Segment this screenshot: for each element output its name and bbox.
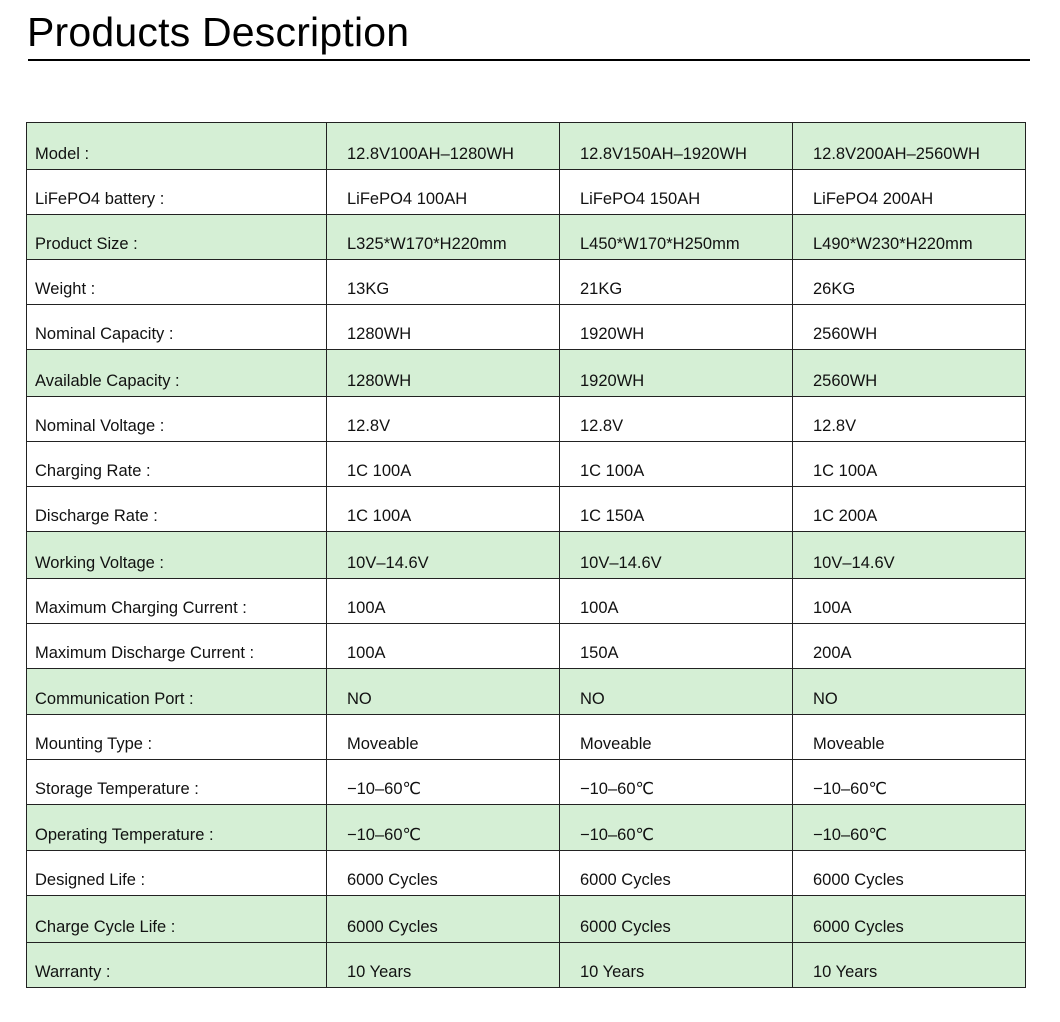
cell-model-3: −10–60℃ bbox=[793, 805, 1026, 851]
cell-model-1: 13KG bbox=[327, 260, 560, 305]
cell-model-1: 12.8V100AH–1280WH bbox=[327, 123, 560, 170]
table-row bbox=[27, 170, 1026, 215]
cell-model-3: 1C 200A bbox=[793, 487, 1026, 532]
row-label: Mounting Type : bbox=[27, 715, 327, 760]
cell-model-3: 2560WH bbox=[793, 350, 1026, 397]
cell-model-2: 10V–14.6V bbox=[560, 532, 793, 579]
cell-model-2: 12.8V150AH–1920WH bbox=[560, 123, 793, 170]
row-label: Storage Temperature : bbox=[27, 760, 327, 805]
cell-model-3: 12.8V200AH–2560WH bbox=[793, 123, 1026, 170]
row-label: Designed Life : bbox=[27, 851, 327, 896]
cell-model-3: 1C 100A bbox=[793, 442, 1026, 487]
row-label: Product Size : bbox=[27, 215, 327, 260]
cell-model-2: 1C 100A bbox=[560, 442, 793, 487]
cell-model-3: 10 Years bbox=[793, 943, 1026, 988]
table-row bbox=[27, 123, 1026, 170]
cell-model-2: Moveable bbox=[560, 715, 793, 760]
row-label: Charge Cycle Life : bbox=[27, 896, 327, 943]
table-row bbox=[27, 350, 1026, 397]
row-label: Maximum Charging Current : bbox=[27, 579, 327, 624]
cell-model-1: NO bbox=[327, 669, 560, 715]
cell-model-3: L490*W230*H220mm bbox=[793, 215, 1026, 260]
row-label: Communication Port : bbox=[27, 669, 327, 715]
cell-model-2: 12.8V bbox=[560, 397, 793, 442]
cell-model-2: 6000 Cycles bbox=[560, 851, 793, 896]
cell-model-3: 2560WH bbox=[793, 305, 1026, 350]
cell-model-3: 6000 Cycles bbox=[793, 896, 1026, 943]
table-row bbox=[27, 397, 1026, 442]
cell-model-3: LiFePO4 200AH bbox=[793, 170, 1026, 215]
row-label: Nominal Capacity : bbox=[27, 305, 327, 350]
row-label: Discharge Rate : bbox=[27, 487, 327, 532]
cell-model-3: 100A bbox=[793, 579, 1026, 624]
cell-model-1: 6000 Cycles bbox=[327, 896, 560, 943]
cell-model-2: 10 Years bbox=[560, 943, 793, 988]
cell-model-2: 6000 Cycles bbox=[560, 896, 793, 943]
cell-model-2: −10–60℃ bbox=[560, 805, 793, 851]
row-label: Maximum Discharge Current : bbox=[27, 624, 327, 669]
cell-model-3: 200A bbox=[793, 624, 1026, 669]
spec-table bbox=[26, 122, 1026, 988]
title-divider bbox=[28, 59, 1030, 61]
cell-model-1: 12.8V bbox=[327, 397, 560, 442]
cell-model-1: 1280WH bbox=[327, 350, 560, 397]
table-row bbox=[27, 896, 1026, 943]
cell-model-3: Moveable bbox=[793, 715, 1026, 760]
row-label: LiFePO4 battery : bbox=[27, 170, 327, 215]
table-row bbox=[27, 215, 1026, 260]
cell-model-1: 1C 100A bbox=[327, 487, 560, 532]
table-row bbox=[27, 624, 1026, 669]
cell-model-2: 21KG bbox=[560, 260, 793, 305]
table-row bbox=[27, 305, 1026, 350]
cell-model-2: −10–60℃ bbox=[560, 760, 793, 805]
cell-model-2: 100A bbox=[560, 579, 793, 624]
table-row bbox=[27, 715, 1026, 760]
table-row bbox=[27, 579, 1026, 624]
table-row bbox=[27, 943, 1026, 988]
table-row bbox=[27, 851, 1026, 896]
table-row bbox=[27, 669, 1026, 715]
table-row bbox=[27, 487, 1026, 532]
cell-model-3: 6000 Cycles bbox=[793, 851, 1026, 896]
cell-model-1: 6000 Cycles bbox=[327, 851, 560, 896]
row-label: Warranty : bbox=[27, 943, 327, 988]
row-label: Model : bbox=[27, 123, 327, 170]
table-row bbox=[27, 260, 1026, 305]
cell-model-1: 10V–14.6V bbox=[327, 532, 560, 579]
table-row bbox=[27, 760, 1026, 805]
cell-model-3: 12.8V bbox=[793, 397, 1026, 442]
cell-model-1: 100A bbox=[327, 579, 560, 624]
cell-model-2: 1C 150A bbox=[560, 487, 793, 532]
cell-model-1: 1C 100A bbox=[327, 442, 560, 487]
cell-model-2: NO bbox=[560, 669, 793, 715]
row-label: Working Voltage : bbox=[27, 532, 327, 579]
cell-model-1: Moveable bbox=[327, 715, 560, 760]
cell-model-3: 10V–14.6V bbox=[793, 532, 1026, 579]
table-row bbox=[27, 532, 1026, 579]
spec-table-body bbox=[27, 123, 1026, 988]
cell-model-2: LiFePO4 150AH bbox=[560, 170, 793, 215]
row-label: Available Capacity : bbox=[27, 350, 327, 397]
page-title: Products Description bbox=[27, 9, 410, 55]
table-row bbox=[27, 805, 1026, 851]
row-label: Operating Temperature : bbox=[27, 805, 327, 851]
cell-model-2: 1920WH bbox=[560, 305, 793, 350]
cell-model-3: −10–60℃ bbox=[793, 760, 1026, 805]
cell-model-2: 1920WH bbox=[560, 350, 793, 397]
row-label: Nominal Voltage : bbox=[27, 397, 327, 442]
cell-model-2: L450*W170*H250mm bbox=[560, 215, 793, 260]
cell-model-1: −10–60℃ bbox=[327, 805, 560, 851]
table-row bbox=[27, 442, 1026, 487]
cell-model-1: −10–60℃ bbox=[327, 760, 560, 805]
cell-model-3: 26KG bbox=[793, 260, 1026, 305]
cell-model-1: L325*W170*H220mm bbox=[327, 215, 560, 260]
row-label: Weight : bbox=[27, 260, 327, 305]
cell-model-2: 150A bbox=[560, 624, 793, 669]
cell-model-1: LiFePO4 100AH bbox=[327, 170, 560, 215]
cell-model-3: NO bbox=[793, 669, 1026, 715]
cell-model-1: 1280WH bbox=[327, 305, 560, 350]
cell-model-1: 100A bbox=[327, 624, 560, 669]
cell-model-1: 10 Years bbox=[327, 943, 560, 988]
row-label: Charging Rate : bbox=[27, 442, 327, 487]
